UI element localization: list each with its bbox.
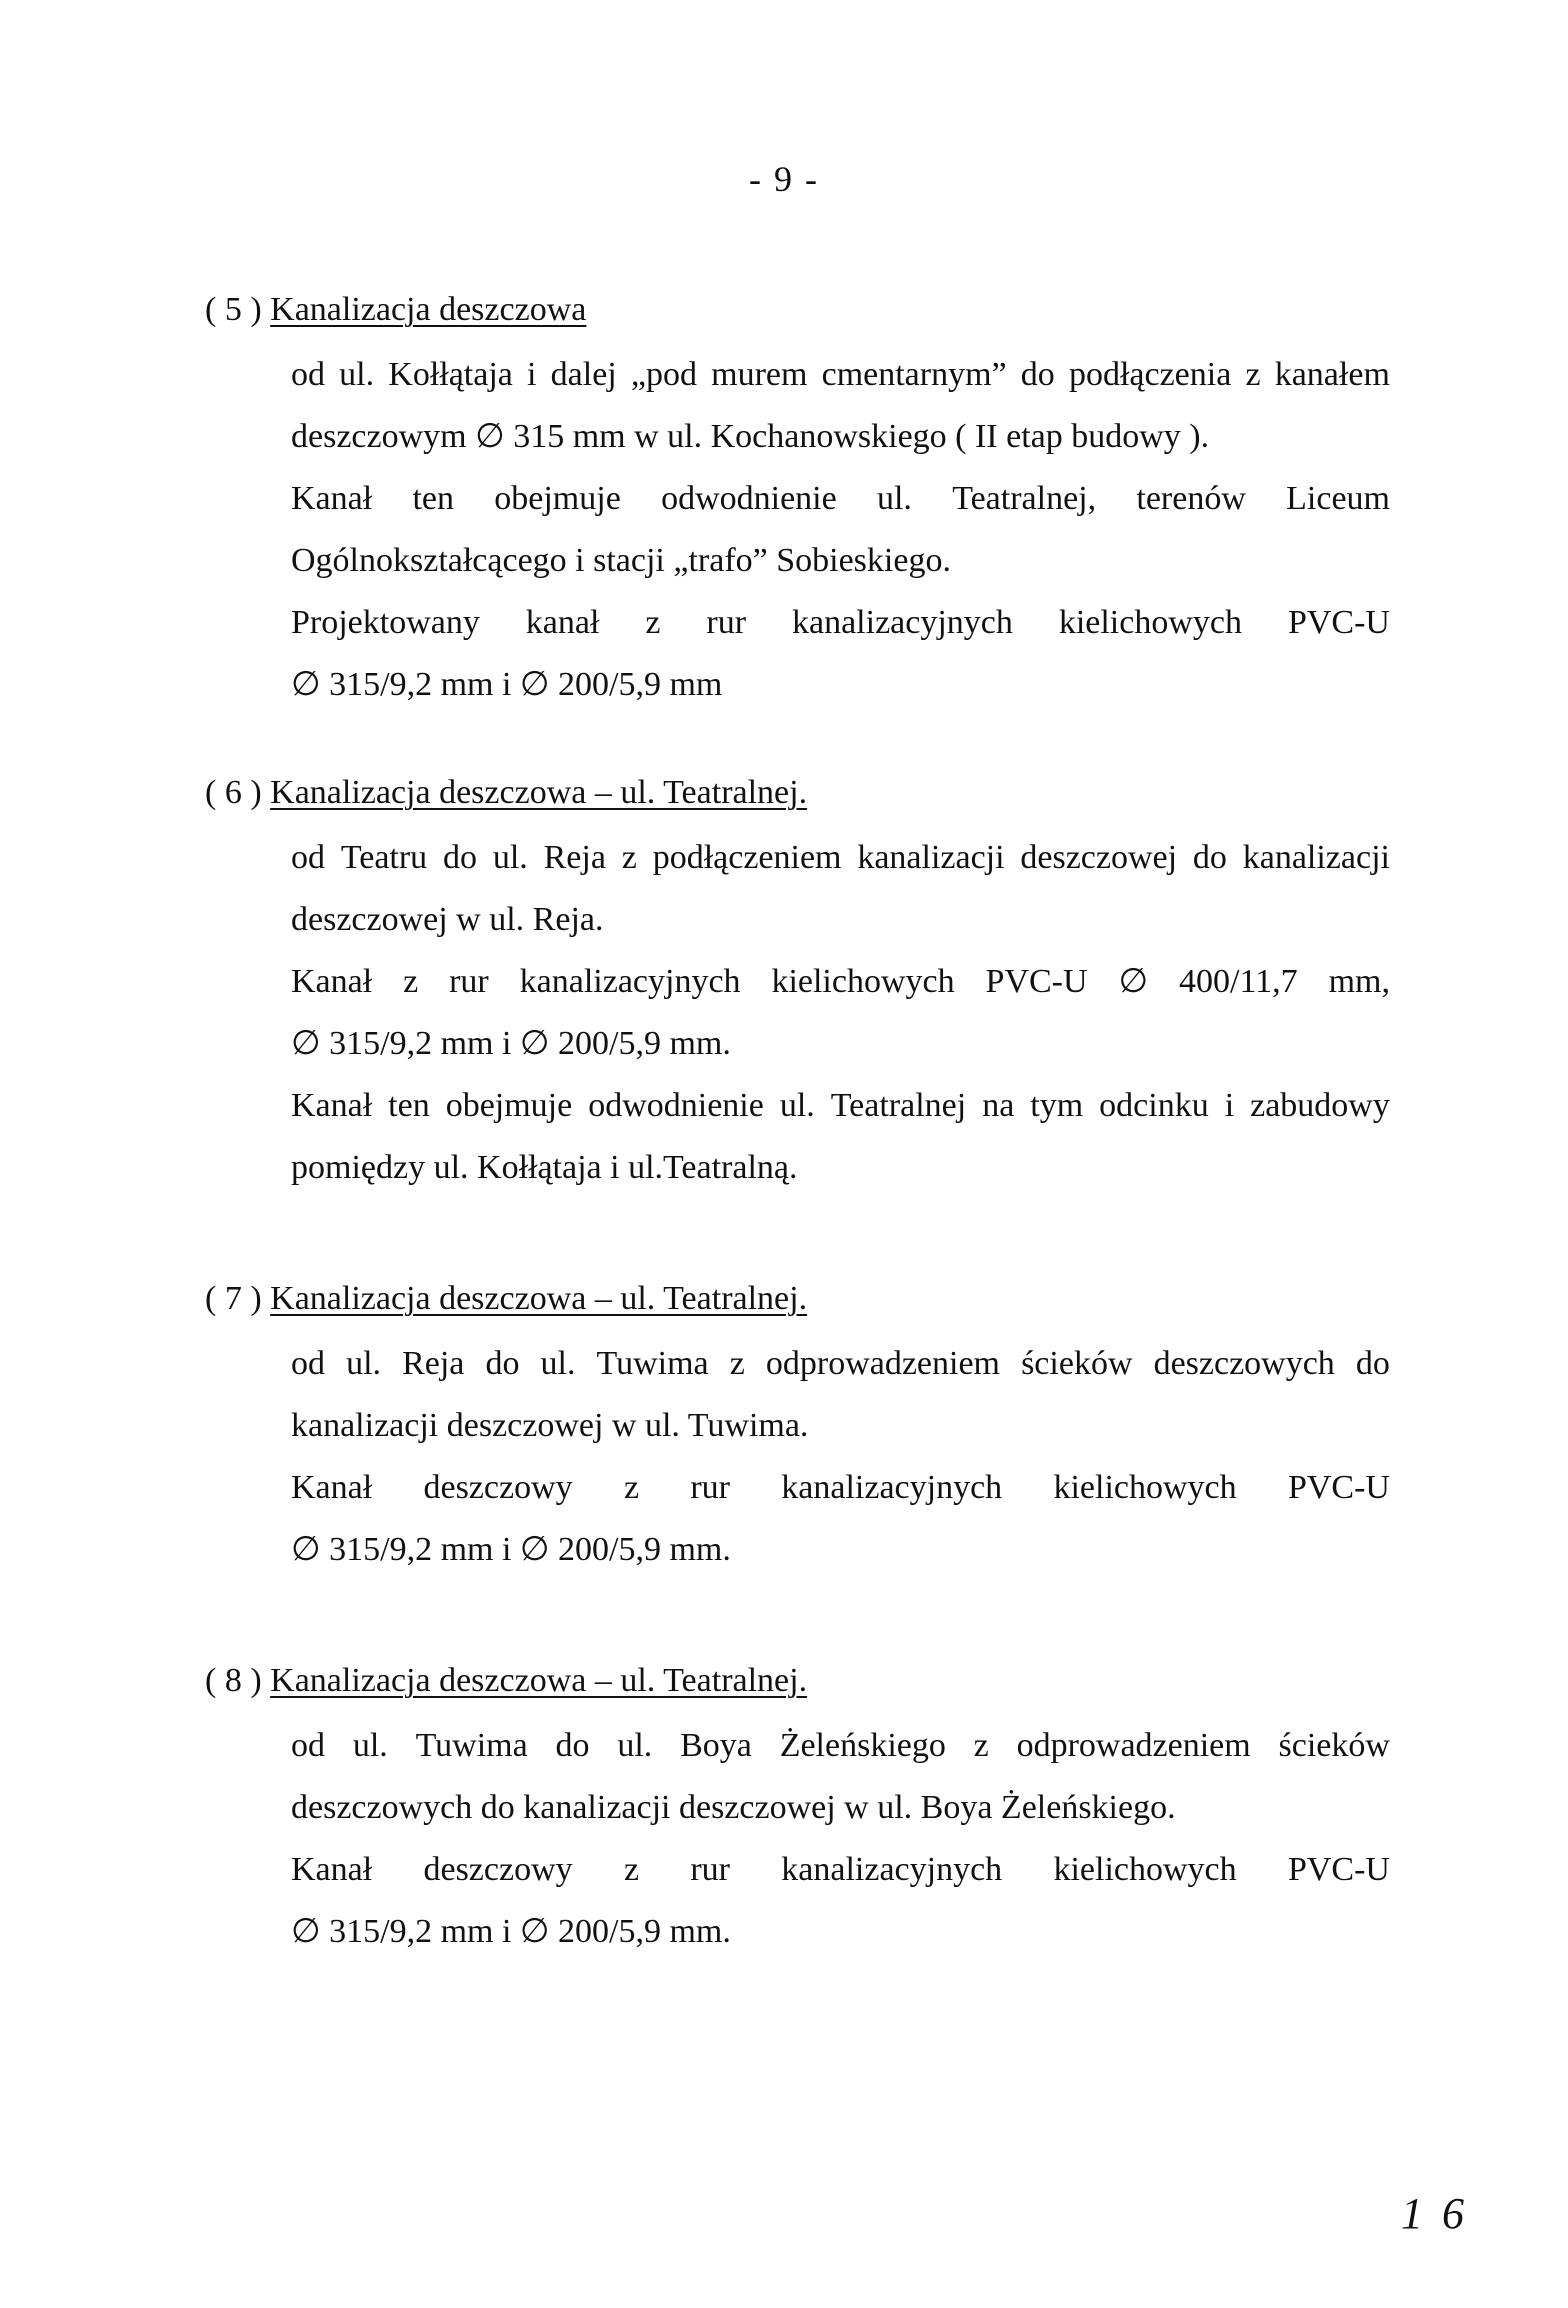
word: Boya [680, 1727, 752, 1764]
word: z [645, 604, 661, 641]
word: Teatru [340, 839, 428, 876]
word: do [1192, 839, 1227, 876]
word: Reja [543, 839, 606, 876]
word: zabudowy [1250, 1087, 1390, 1124]
word: odwodnienie [661, 480, 837, 517]
section-8 [205, 1661, 1390, 1963]
word: Liceum [1286, 480, 1390, 517]
word: do [485, 1345, 520, 1382]
word: ten [388, 1087, 430, 1124]
word: ul. [779, 1087, 815, 1124]
word: podłączenia [1068, 356, 1232, 393]
section-body [291, 827, 1390, 1199]
body-line [291, 1839, 1390, 1901]
word: PVC-U [1287, 1469, 1390, 1506]
section-number: ( 6 ) [205, 774, 262, 811]
word: ul. [492, 839, 528, 876]
word: kielichowych [771, 963, 955, 1000]
body-line: ∅ 315/9,2 mm i ∅ 200/5,9 mm. [291, 1531, 731, 1568]
word: ul. [876, 480, 912, 517]
body-line [291, 1715, 1390, 1777]
word: Kanał [291, 1469, 373, 1506]
section-number: ( 7 ) [205, 1280, 262, 1317]
section-heading [205, 1661, 1390, 1701]
word: z [403, 963, 419, 1000]
word: odwodnienie [588, 1087, 764, 1124]
word: Reja [402, 1345, 465, 1382]
word: deszczowy [423, 1469, 573, 1506]
word: kanalizacji [1242, 839, 1390, 876]
word: z [1245, 356, 1261, 393]
word: Projektowany [291, 604, 480, 641]
word: Kanał [291, 963, 373, 1000]
section-heading [205, 1279, 1390, 1319]
word: do [1020, 356, 1055, 393]
word: obejmuje [494, 480, 621, 517]
word: od [291, 1727, 325, 1764]
word: odcinku [1099, 1087, 1209, 1124]
word: ul. [346, 1345, 382, 1382]
body-line [291, 468, 1390, 530]
word: odprowadzeniem [1016, 1727, 1251, 1764]
word: do [443, 839, 478, 876]
word: rur [706, 604, 747, 641]
word: kanalizacyjnych [792, 604, 1013, 641]
word: rur [690, 1851, 730, 1888]
body-line [291, 1333, 1390, 1395]
word: „pod [630, 356, 697, 393]
section-body [291, 344, 1390, 716]
word: z [729, 1345, 745, 1382]
word: terenów [1136, 480, 1246, 517]
word: kanalizacyjnych [519, 963, 741, 1000]
section-6 [205, 773, 1390, 1199]
word: murem [711, 356, 808, 393]
word: Tuwima [415, 1727, 528, 1764]
word: Teatralnej, [952, 480, 1097, 517]
word: odprowadzeniem [765, 1345, 1001, 1382]
body-line: deszczowym ∅ 315 mm w ul. Kochanowskiego ( II etap budowy ). [291, 418, 1210, 455]
word: od [291, 356, 325, 393]
word: z [973, 1727, 989, 1764]
word: ścieków [1278, 1727, 1390, 1764]
word: rur [690, 1469, 730, 1506]
word: kanał [525, 604, 600, 641]
word: ścieków [1021, 1345, 1133, 1382]
section-title: Kanalizacja deszczowa [270, 291, 587, 328]
word: deszczowy [423, 1851, 573, 1888]
word: ul. [617, 1727, 653, 1764]
body-line [291, 344, 1390, 406]
word: kanalizacyjnych [781, 1851, 1003, 1888]
section-heading [205, 290, 1390, 330]
section-title: Kanalizacja deszczowa – ul. Teatralnej. [270, 774, 808, 811]
body-line [291, 827, 1390, 889]
word: Teatralnej [830, 1087, 967, 1124]
word: kielichowych [1053, 1851, 1237, 1888]
word: PVC-U [1287, 1851, 1390, 1888]
section-body [291, 1333, 1390, 1581]
section-title: Kanalizacja deszczowa – ul. Teatralnej. [270, 1662, 808, 1699]
section-title: Kanalizacja deszczowa – ul. Teatralnej. [270, 1280, 808, 1317]
handwritten-page-mark: 1 6 [1401, 2189, 1468, 2238]
word: kanalizacji [857, 839, 1005, 876]
section-5 [205, 290, 1390, 716]
word: PVC-U [985, 963, 1088, 1000]
word: 400/11,7 [1179, 963, 1298, 1000]
section-body [291, 1715, 1390, 1963]
section-number: ( 5 ) [205, 291, 262, 328]
section-7 [205, 1279, 1390, 1581]
word: z [623, 1469, 640, 1506]
word: ul. [339, 356, 375, 393]
word: kanałem [1274, 356, 1390, 393]
body-line: pomiędzy ul. Kołłątaja i ul.Teatralną. [291, 1149, 798, 1186]
word: Żeleńskiego [779, 1727, 946, 1764]
word: Kanał [291, 1087, 373, 1124]
word: kanalizacyjnych [781, 1469, 1003, 1506]
word: podłączeniem [652, 839, 842, 876]
word: Tuwima [596, 1345, 709, 1382]
page-number: - 9 - [749, 159, 819, 199]
word: ul. [352, 1727, 388, 1764]
word: dalej [550, 356, 617, 393]
word: od [291, 1345, 325, 1382]
word: ul. [540, 1345, 576, 1382]
word: obejmuje [445, 1087, 573, 1124]
body-line: deszczowych do kanalizacji deszczowej w ul. Boya Żeleńskiego. [291, 1789, 1176, 1826]
word: ten [412, 480, 454, 517]
body-line [291, 1075, 1390, 1137]
body-line: ∅ 315/9,2 mm i ∅ 200/5,9 mm. [291, 1913, 731, 1950]
word: na [982, 1087, 1015, 1124]
word: i [1224, 1087, 1235, 1124]
word: do [555, 1727, 590, 1764]
body-line: ∅ 315/9,2 mm i ∅ 200/5,9 mm [291, 666, 723, 703]
body-line: deszczowej w ul. Reja. [291, 901, 604, 938]
word: i [527, 356, 537, 393]
word: Kołłątaja [388, 356, 513, 393]
word: mm, [1328, 963, 1390, 1000]
body-line: kanalizacji deszczowej w ul. Tuwima. [291, 1407, 809, 1444]
body-line [291, 1457, 1390, 1519]
word: cmentarnym” [821, 356, 1007, 393]
word: do [1355, 1345, 1390, 1382]
word: deszczowych [1153, 1345, 1335, 1382]
body-line: ∅ 315/9,2 mm i ∅ 200/5,9 mm. [291, 1025, 731, 1062]
word: ∅ [1118, 963, 1149, 1000]
word: PVC-U [1287, 604, 1390, 641]
word: Kanał [291, 480, 373, 517]
word: deszczowej [1020, 839, 1178, 876]
body-line [291, 951, 1390, 1013]
word: z [621, 839, 637, 876]
word: kielichowych [1058, 604, 1242, 641]
body-line: Ogólnokształcącego i stacji „trafo” Sobieskiego. [291, 542, 951, 579]
body-line [291, 592, 1390, 654]
section-heading [205, 773, 1390, 813]
word: z [623, 1851, 640, 1888]
word: rur [449, 963, 489, 1000]
word: od [291, 839, 325, 876]
section-number: ( 8 ) [205, 1662, 262, 1699]
word: Kanał [291, 1851, 373, 1888]
word: kielichowych [1053, 1469, 1237, 1506]
word: tym [1030, 1087, 1084, 1124]
